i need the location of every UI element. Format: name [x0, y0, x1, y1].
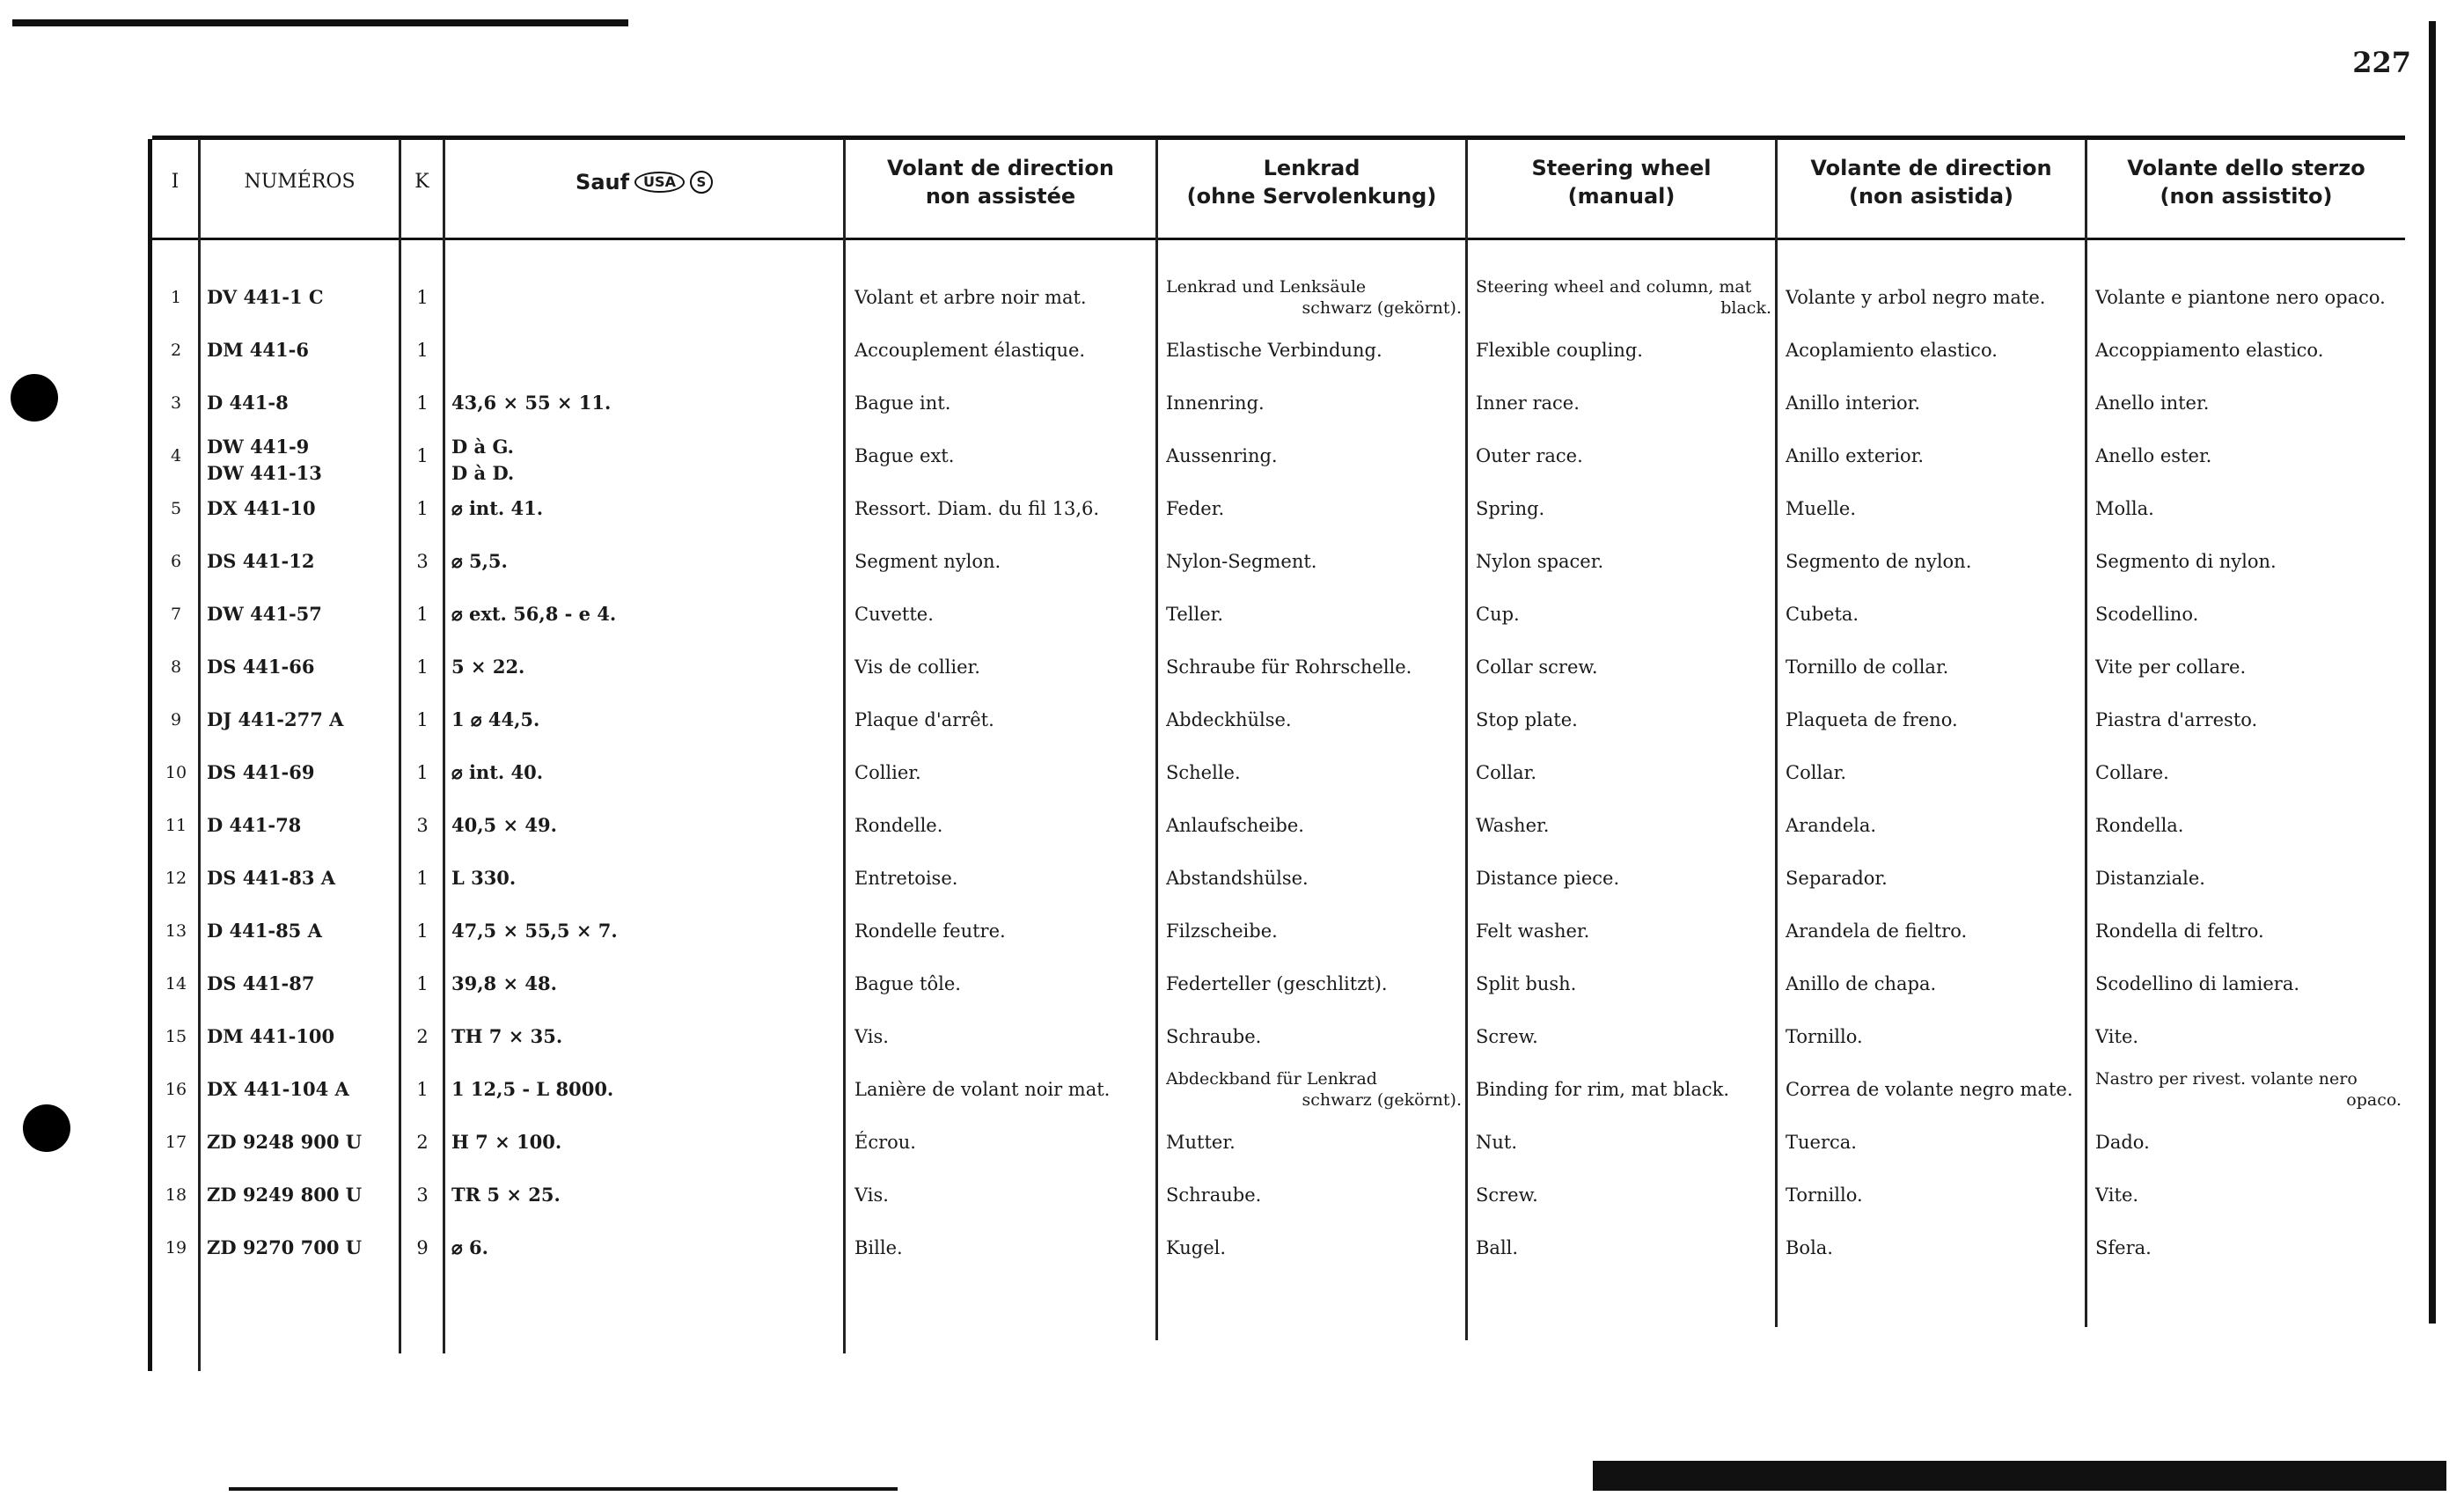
cell-es: Muelle.: [1786, 498, 1856, 519]
cell-en: Flexible coupling.: [1476, 340, 1643, 361]
cell-number: D 441-78: [207, 814, 302, 836]
cell-qty: 1: [416, 287, 429, 308]
cell-es: Anillo interior.: [1786, 392, 1921, 414]
cell-it: [2095, 1063, 2402, 1116]
cell-fr: Rondelle feutre.: [854, 920, 1006, 942]
cell-sauf: 40,5 × 49.: [451, 814, 557, 836]
cell-qty: 1: [416, 973, 429, 994]
cell-sauf: H 7 × 100.: [451, 1131, 562, 1153]
header-it-line1: Volante dello sterzo: [2127, 156, 2365, 180]
cell-en: Washer.: [1476, 815, 1550, 836]
table-row: [152, 1010, 2405, 1063]
cell-fr: Vis.: [854, 1026, 889, 1047]
cell-fr: Bague int.: [854, 392, 951, 414]
cell-es: Tornillo.: [1786, 1026, 1863, 1047]
cell-it: Rondella di feltro.: [2095, 920, 2264, 942]
cell-qty: 2: [416, 1026, 429, 1047]
cell-it: Segmento di nylon.: [2095, 551, 2277, 572]
cell-sauf: ⌀ ext. 56,8 - e 4.: [451, 603, 617, 625]
cell-fr: Volant et arbre noir mat.: [854, 287, 1087, 308]
cell-index: 17: [165, 1133, 187, 1152]
cell-en: Ball.: [1476, 1237, 1519, 1258]
cell-fr: Cuvette.: [854, 604, 934, 625]
cell-it: Scodellino di lamiera.: [2095, 973, 2300, 994]
cell-es: Cubeta.: [1786, 604, 1859, 625]
cell-de: Aussenring.: [1166, 445, 1278, 466]
punch-hole-bottom: [23, 1104, 70, 1152]
cell-it: Anello ester.: [2095, 445, 2212, 466]
cell-it-line: Nastro per rivest. volante nero: [2095, 1069, 2358, 1089]
cell-de: Abdeckhülse.: [1166, 709, 1292, 730]
bottom-rule-thick: [1593, 1461, 2446, 1491]
cell-de: Teller.: [1166, 604, 1224, 625]
cell-index: 3: [170, 393, 182, 413]
table-row: [152, 957, 2405, 1010]
cell-es: Arandela de fieltro.: [1786, 920, 1968, 942]
bottom-rule-thin: [229, 1487, 898, 1491]
table-row: [152, 746, 2405, 799]
cell-en: Nut.: [1476, 1132, 1518, 1153]
cell-de: Elastische Verbindung.: [1166, 340, 1382, 361]
table-row: [152, 1063, 2405, 1116]
cell-en: Binding for rim, mat black.: [1476, 1079, 1730, 1100]
cell-es: Tornillo de collar.: [1786, 656, 1949, 678]
table-row: [152, 693, 2405, 746]
table-row: [152, 429, 2405, 482]
header-de-line1: Lenkrad: [1263, 156, 1360, 180]
table-row: [152, 535, 2405, 588]
cell-number-line: DW 441-13: [207, 462, 322, 484]
header-es-line2: (non asistida): [1848, 184, 2014, 209]
header-it: [2087, 139, 2405, 225]
cell-fr: Écrou.: [854, 1132, 916, 1153]
cell-es: Tuerca.: [1786, 1132, 1857, 1153]
cell-number: DM 441-100: [207, 1025, 335, 1047]
cell-es: Acoplamiento elastico.: [1786, 340, 1998, 361]
header-bottom-rule: [152, 238, 2405, 240]
header-de: [1158, 139, 1465, 225]
cell-es: Collar.: [1786, 762, 1847, 783]
cell-it-line: opaco.: [2346, 1090, 2402, 1110]
cell-en: Felt washer.: [1476, 920, 1590, 942]
header-numeros: NUMÉROS: [244, 171, 356, 193]
table-row: [152, 324, 2405, 377]
cell-de: Nylon-Segment.: [1166, 551, 1317, 572]
cell-index: 10: [165, 763, 187, 782]
cell-fr: Bague tôle.: [854, 973, 961, 994]
cell-sauf: 43,6 × 55 × 11.: [451, 392, 612, 414]
cell-qty: 1: [416, 498, 429, 519]
table-row: [152, 852, 2405, 905]
cell-sauf: ⌀ 5,5.: [451, 550, 508, 572]
cell-en: [1476, 271, 1771, 324]
cell-qty: 3: [416, 1184, 429, 1206]
cell-index: 8: [170, 657, 182, 677]
table-row: [152, 1221, 2405, 1274]
cell-it: Vite per collare.: [2095, 656, 2247, 678]
parts-table: [148, 139, 2405, 1371]
cell-de: Feder.: [1166, 498, 1225, 519]
cell-number: ZD 9248 900 U: [207, 1131, 363, 1153]
cell-it: Rondella.: [2095, 815, 2184, 836]
cell-sauf-line: D à D.: [451, 462, 515, 484]
cell-es: Bola.: [1786, 1237, 1833, 1258]
cell-index: 13: [165, 921, 187, 941]
cell-de: Anlaufscheibe.: [1166, 815, 1304, 836]
cell-it: Collare.: [2095, 762, 2169, 783]
header-fr-line2: non assistée: [925, 184, 1076, 209]
cell-qty: 1: [416, 1079, 429, 1100]
cell-index: 18: [165, 1185, 187, 1205]
cell-number: DM 441-6: [207, 339, 309, 361]
cell-sauf: TH 7 × 35.: [451, 1025, 563, 1047]
cell-de: Mutter.: [1166, 1132, 1236, 1153]
cell-qty: 1: [416, 920, 429, 942]
cell-de: Schraube für Rohrschelle.: [1166, 656, 1412, 678]
top-rule-thick: [12, 19, 628, 26]
header-fr: [846, 139, 1155, 225]
cell-es: Plaqueta de freno.: [1786, 709, 1958, 730]
header-en-line2: (manual): [1567, 184, 1676, 209]
table-row: [152, 1169, 2405, 1221]
cell-sauf: 1 ⌀ 44,5.: [451, 708, 540, 730]
cell-index: 9: [170, 710, 182, 730]
cell-sauf: 5 × 22.: [451, 656, 525, 678]
cell-es: Segmento de nylon.: [1786, 551, 1972, 572]
cell-index: 1: [170, 288, 182, 307]
cell-fr: Plaque d'arrêt.: [854, 709, 994, 730]
cell-de: [1166, 271, 1462, 324]
cell-es: Anillo exterior.: [1786, 445, 1925, 466]
cell-es: Arandela.: [1786, 815, 1877, 836]
cell-en-line: black.: [1720, 298, 1771, 318]
cell-de: Kugel.: [1166, 1237, 1227, 1258]
cell-es: Volante y arbol negro mate.: [1786, 287, 2046, 308]
cell-number-line: DW 441-9: [207, 436, 310, 458]
usa-marker-icon: USA: [634, 172, 685, 193]
header-es: [1778, 139, 2085, 225]
cell-it: Molla.: [2095, 498, 2154, 519]
cell-fr: Accouplement élastique.: [854, 340, 1086, 361]
cell-qty: 1: [416, 709, 429, 730]
table-row: [152, 799, 2405, 852]
cell-sauf: TR 5 × 25.: [451, 1184, 561, 1206]
cell-number: DJ 441-277 A: [207, 708, 344, 730]
table-row: [152, 641, 2405, 693]
cell-index: 12: [165, 869, 187, 888]
cell-index: 4: [170, 446, 182, 466]
cell-en: Outer race.: [1476, 445, 1583, 466]
cell-it: Scodellino.: [2095, 604, 2199, 625]
cell-sauf: ⌀ int. 41.: [451, 497, 544, 519]
table-row: [152, 905, 2405, 957]
cell-number: DS 441-83 A: [207, 867, 336, 889]
cell-number: DX 441-104 A: [207, 1078, 349, 1100]
cell-number: ZD 9249 800 U: [207, 1184, 363, 1206]
header-index: I: [171, 171, 180, 193]
cell-de-line: Abdeckband für Lenkrad: [1166, 1069, 1377, 1089]
cell-it: Piastra d'arresto.: [2095, 709, 2258, 730]
cell-en: Cup.: [1476, 604, 1520, 625]
cell-number: ZD 9270 700 U: [207, 1236, 363, 1258]
cell-index: 15: [165, 1027, 187, 1046]
cell-sauf-line: D à G.: [451, 436, 514, 458]
cell-de: Schraube.: [1166, 1184, 1262, 1206]
cell-qty: 1: [416, 445, 429, 466]
cell-de-line: schwarz (gekörnt).: [1302, 298, 1462, 318]
cell-number: DS 441-69: [207, 761, 315, 783]
cell-index: 11: [165, 816, 187, 835]
cell-sauf: 1 12,5 - L 8000.: [451, 1078, 614, 1100]
cell-fr: Vis.: [854, 1184, 889, 1206]
cell-it: Distanziale.: [2095, 868, 2205, 889]
cell-es: Separador.: [1786, 868, 1888, 889]
cell-en: Distance piece.: [1476, 868, 1620, 889]
cell-en: Inner race.: [1476, 392, 1580, 414]
table-row: [152, 482, 2405, 535]
cell-number: DX 441-10: [207, 497, 316, 519]
cell-qty: 1: [416, 604, 429, 625]
cell-sauf: [451, 324, 839, 377]
cell-index: 5: [170, 499, 182, 518]
cell-it: Anello inter.: [2095, 392, 2210, 414]
cell-sauf: 39,8 × 48.: [451, 972, 557, 994]
cell-qty: 3: [416, 815, 429, 836]
table-row: [152, 377, 2405, 429]
cell-index: 14: [165, 974, 187, 994]
cell-de-line: Lenkrad und Lenksäule: [1166, 277, 1367, 297]
cell-qty: 9: [416, 1237, 429, 1258]
cell-en: Spring.: [1476, 498, 1545, 519]
cell-number: DV 441-1 C: [207, 286, 324, 308]
cell-es: Tornillo.: [1786, 1184, 1863, 1206]
cell-it: Dado.: [2095, 1132, 2150, 1153]
cell-fr: Rondelle.: [854, 815, 943, 836]
cell-sauf: ⌀ 6.: [451, 1236, 488, 1258]
header-fr-line1: Volant de direction: [887, 156, 1114, 180]
cell-sauf: ⌀ int. 40.: [451, 761, 544, 783]
cell-qty: 1: [416, 340, 429, 361]
cell-de: Schelle.: [1166, 762, 1241, 783]
cell-fr: Entretoise.: [854, 868, 958, 889]
cell-index: 2: [170, 341, 182, 360]
cell-it: Accoppiamento elastico.: [2095, 340, 2324, 361]
cell-index: 16: [165, 1080, 187, 1099]
cell-sauf: [451, 271, 839, 324]
cell-number: DS 441-66: [207, 656, 315, 678]
header-k: K: [414, 171, 429, 193]
cell-it: Vite.: [2095, 1026, 2139, 1047]
cell-en: Collar.: [1476, 762, 1537, 783]
cell-en: Split bush.: [1476, 973, 1577, 994]
cell-de: [1166, 1063, 1462, 1116]
cell-en: Stop plate.: [1476, 709, 1578, 730]
header-en-line1: Steering wheel: [1531, 156, 1712, 180]
cell-en: Screw.: [1476, 1184, 1538, 1206]
cell-es: Anillo de chapa.: [1786, 973, 1937, 994]
cell-en-line: Steering wheel and column, mat: [1476, 277, 1752, 297]
cell-number: D 441-85 A: [207, 920, 322, 942]
cell-fr: Collier.: [854, 762, 921, 783]
header-de-line2: (ohne Servolenkung): [1186, 184, 1437, 209]
cell-de-line: schwarz (gekörnt).: [1302, 1090, 1462, 1110]
table-row: [152, 1116, 2405, 1169]
cell-fr: Vis de collier.: [854, 656, 980, 678]
cell-de: Filzscheibe.: [1166, 920, 1278, 942]
cell-en: Collar screw.: [1476, 656, 1598, 678]
right-edge-rule: [2429, 21, 2436, 1324]
cell-number: DS 441-12: [207, 550, 315, 572]
table-row: [152, 271, 2405, 324]
cell-number: DW 441-57: [207, 603, 322, 625]
cell-number: D 441-8: [207, 392, 289, 414]
cell-fr: Segment nylon.: [854, 551, 1001, 572]
cell-fr: Ressort. Diam. du fil 13,6.: [854, 498, 1100, 519]
cell-number: DS 441-87: [207, 972, 315, 994]
cell-qty: 1: [416, 392, 429, 414]
cell-index: 6: [170, 552, 182, 571]
table-row: [152, 588, 2405, 641]
header-it-line2: (non assistito): [2160, 184, 2333, 209]
cell-fr: Bague ext.: [854, 445, 955, 466]
cell-en: Nylon spacer.: [1476, 551, 1604, 572]
s-marker-icon: S: [690, 171, 713, 194]
cell-it: Volante e piantone nero opaco.: [2095, 287, 2386, 308]
header-sauf: [445, 139, 843, 225]
cell-fr: Lanière de volant noir mat.: [854, 1079, 1111, 1100]
cell-index: 19: [165, 1238, 187, 1258]
cell-it: Vite.: [2095, 1184, 2139, 1206]
header-sauf-label: Sauf: [576, 170, 630, 194]
cell-de: Federteller (geschlitzt).: [1166, 973, 1388, 994]
page-number: 227: [2352, 46, 2411, 79]
punch-hole-top: [11, 374, 58, 422]
header-en: [1468, 139, 1775, 225]
cell-qty: 2: [416, 1132, 429, 1153]
cell-qty: 1: [416, 656, 429, 678]
cell-index: 7: [170, 605, 182, 624]
cell-sauf: L 330.: [451, 867, 517, 889]
cell-de: Schraube.: [1166, 1026, 1262, 1047]
cell-de: Abstandshülse.: [1166, 868, 1309, 889]
cell-de: Innenring.: [1166, 392, 1265, 414]
cell-qty: 1: [416, 762, 429, 783]
cell-qty: 3: [416, 551, 429, 572]
cell-it: Sfera.: [2095, 1237, 2152, 1258]
cell-en: Screw.: [1476, 1026, 1538, 1047]
cell-fr: Bille.: [854, 1237, 903, 1258]
cell-qty: 1: [416, 868, 429, 889]
cell-es: Correa de volante negro mate.: [1786, 1079, 2073, 1100]
cell-sauf: 47,5 × 55,5 × 7.: [451, 920, 618, 942]
header-es-line1: Volante de direction: [1810, 156, 2052, 180]
